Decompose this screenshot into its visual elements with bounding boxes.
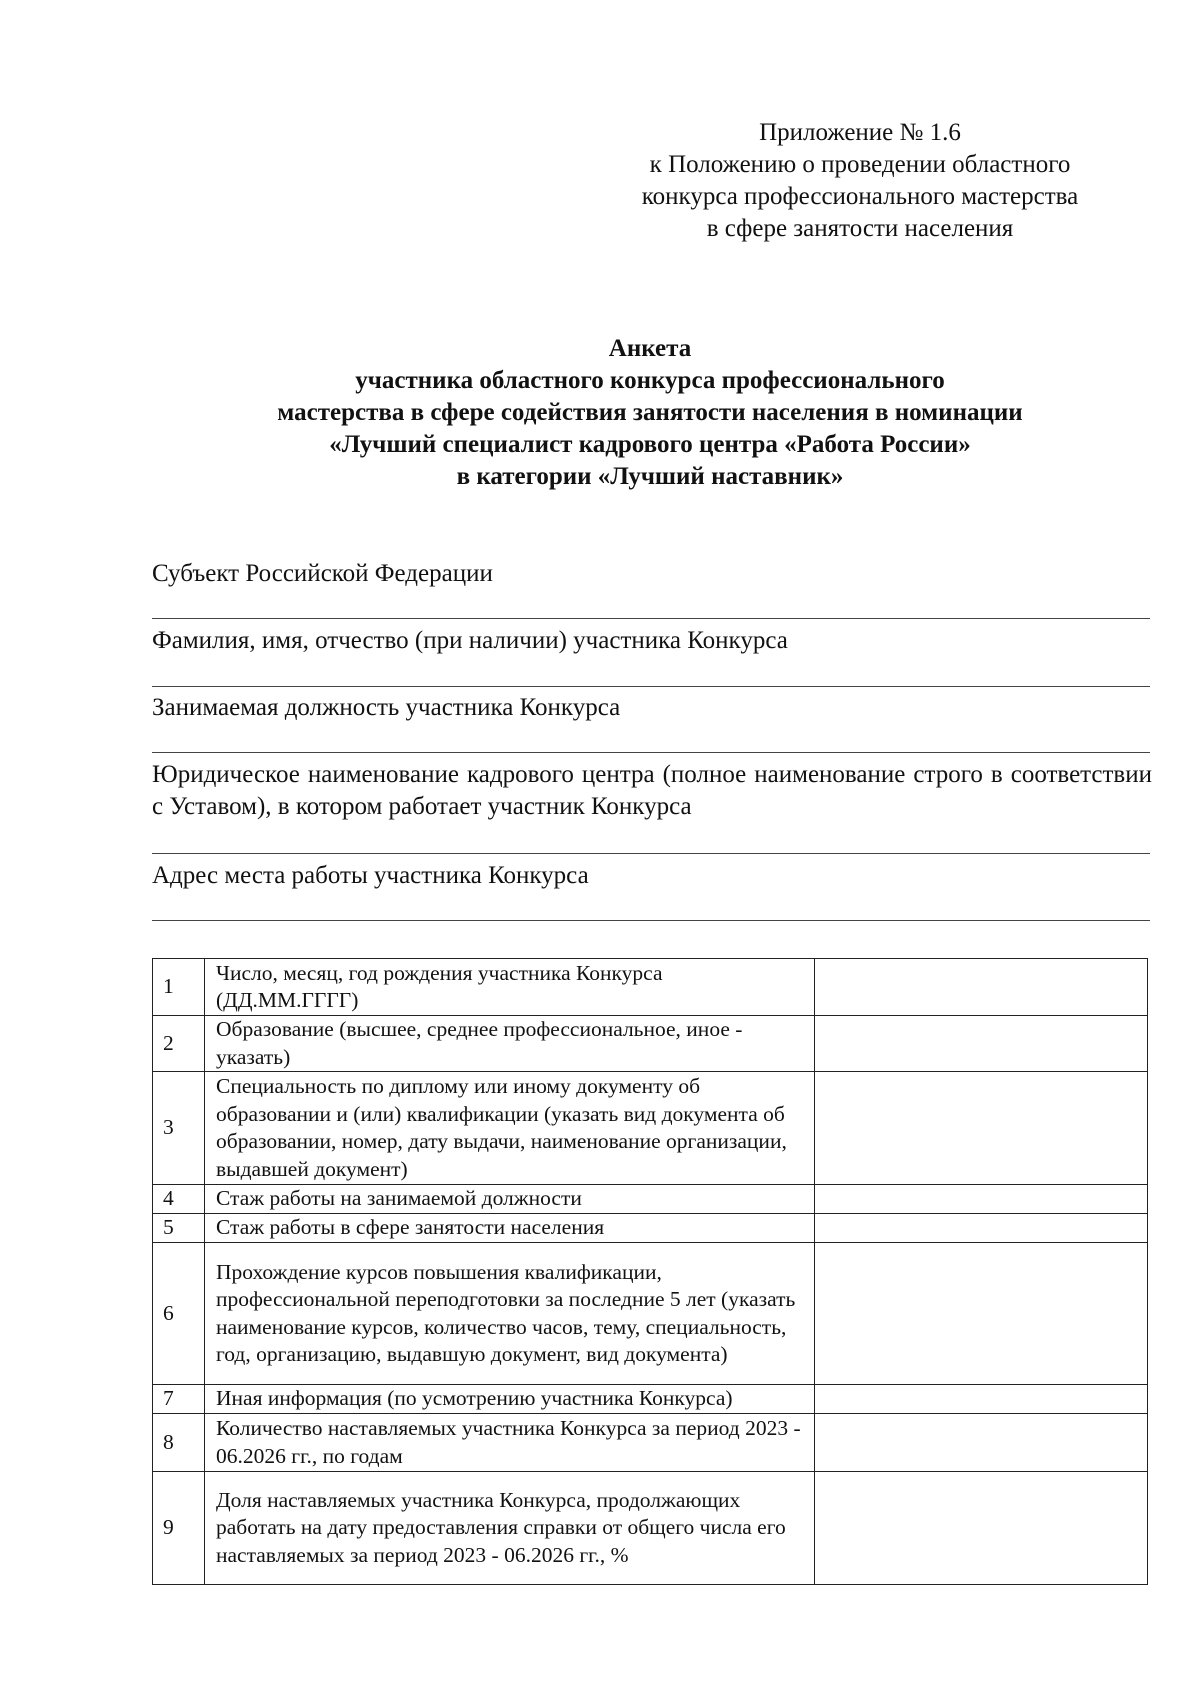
- table-row: [153, 1243, 1148, 1385]
- table-row: [153, 1472, 1148, 1585]
- row-number: 2: [153, 1016, 205, 1072]
- row-question: Иная информация (по усмотрению участника Конкурса): [205, 1385, 815, 1414]
- appendix-header: [600, 117, 1120, 245]
- table-row: [153, 1414, 1148, 1472]
- row-question: Доля наставляемых участника Конкурса, продолжающих работать на дату предоставления справки от общего числа его наставляемых за период 2023 - 06.2026 гг., %: [205, 1472, 815, 1585]
- table-row: [153, 1214, 1148, 1243]
- row-number: 8: [153, 1414, 205, 1472]
- title-line-4: «Лучший специалист кадрового центра «Работа России»: [329, 431, 971, 458]
- appendix-line-2: к Положению о проведении областного: [649, 151, 1071, 178]
- table-row: [153, 1072, 1148, 1185]
- title-line-5: в категории «Лучший наставник»: [456, 463, 844, 490]
- row-number: 7: [153, 1385, 205, 1414]
- document-title: [100, 333, 1200, 493]
- table-row: [153, 959, 1148, 1016]
- row-question: Стаж работы в сфере занятости населения: [205, 1214, 815, 1243]
- participant-info-table: [152, 958, 1148, 1585]
- title-line-2: участника областного конкурса профессионального: [355, 367, 945, 394]
- table-row: [153, 1185, 1148, 1214]
- row-question: Стаж работы на занимаемой должности: [205, 1185, 815, 1214]
- appendix-number: Приложение № 1.6: [759, 119, 961, 146]
- field-center-name-input-line[interactable]: [152, 853, 1150, 854]
- table-row: [153, 1016, 1148, 1072]
- row-answer-cell[interactable]: [815, 1385, 1148, 1414]
- row-number: 3: [153, 1072, 205, 1185]
- title-line-1: Анкета: [608, 335, 692, 362]
- field-position-label: Занимаемая должность участника Конкурса: [152, 694, 621, 721]
- row-number: 1: [153, 959, 205, 1016]
- row-question: Специальность по диплому или иному документу об образовании и (или) квалификации (указать вид документа об образовании, номер, дату выдачи, наименование организации, выдавшей документ): [205, 1072, 815, 1185]
- row-number: 9: [153, 1472, 205, 1585]
- row-answer-cell[interactable]: [815, 1214, 1148, 1243]
- appendix-line-3: конкурса профессионального мастерства: [641, 183, 1079, 210]
- row-answer-cell[interactable]: [815, 1185, 1148, 1214]
- row-number: 5: [153, 1214, 205, 1243]
- field-fullname-input-line[interactable]: [152, 686, 1150, 687]
- row-number: 6: [153, 1243, 205, 1385]
- row-answer-cell[interactable]: [815, 1414, 1148, 1472]
- field-fullname-label: Фамилия, имя, отчество (при наличии) участника Конкурса: [152, 627, 788, 654]
- row-number: 4: [153, 1185, 205, 1214]
- table-row: [153, 1385, 1148, 1414]
- row-question: Количество наставляемых участника Конкурса за период 2023 - 06.2026 гг., по годам: [205, 1414, 815, 1472]
- title-line-3: мастерства в сфере содействия занятости населения в номинации: [277, 399, 1023, 426]
- row-question: Число, месяц, год рождения участника Конкурса (ДД.ММ.ГГГГ): [205, 959, 815, 1016]
- field-address-input-line[interactable]: [152, 920, 1150, 921]
- field-center-name-label: Юридическое наименование кадрового центра (полное наименование строго в соответствии с Уставом), в котором работает участник Конкурса: [152, 761, 1152, 820]
- row-question: Прохождение курсов повышения квалификации, профессиональной переподготовки за последние 5 лет (указать наименование курсов, количество часов, тему, специальность, год, организацию, выдавшую документ, вид документа): [205, 1243, 815, 1385]
- row-answer-cell[interactable]: [815, 1243, 1148, 1385]
- appendix-line-4: в сфере занятости населения: [706, 215, 1014, 242]
- row-answer-cell[interactable]: [815, 1016, 1148, 1072]
- field-region-input-line[interactable]: [152, 618, 1150, 619]
- field-address-label: Адрес места работы участника Конкурса: [152, 862, 589, 889]
- field-region-label: Субъект Российской Федерации: [152, 560, 493, 587]
- field-position-input-line[interactable]: [152, 752, 1150, 753]
- row-answer-cell[interactable]: [815, 1472, 1148, 1585]
- row-answer-cell[interactable]: [815, 1072, 1148, 1185]
- row-question: Образование (высшее, среднее профессиональное, иное - указать): [205, 1016, 815, 1072]
- row-answer-cell[interactable]: [815, 959, 1148, 1016]
